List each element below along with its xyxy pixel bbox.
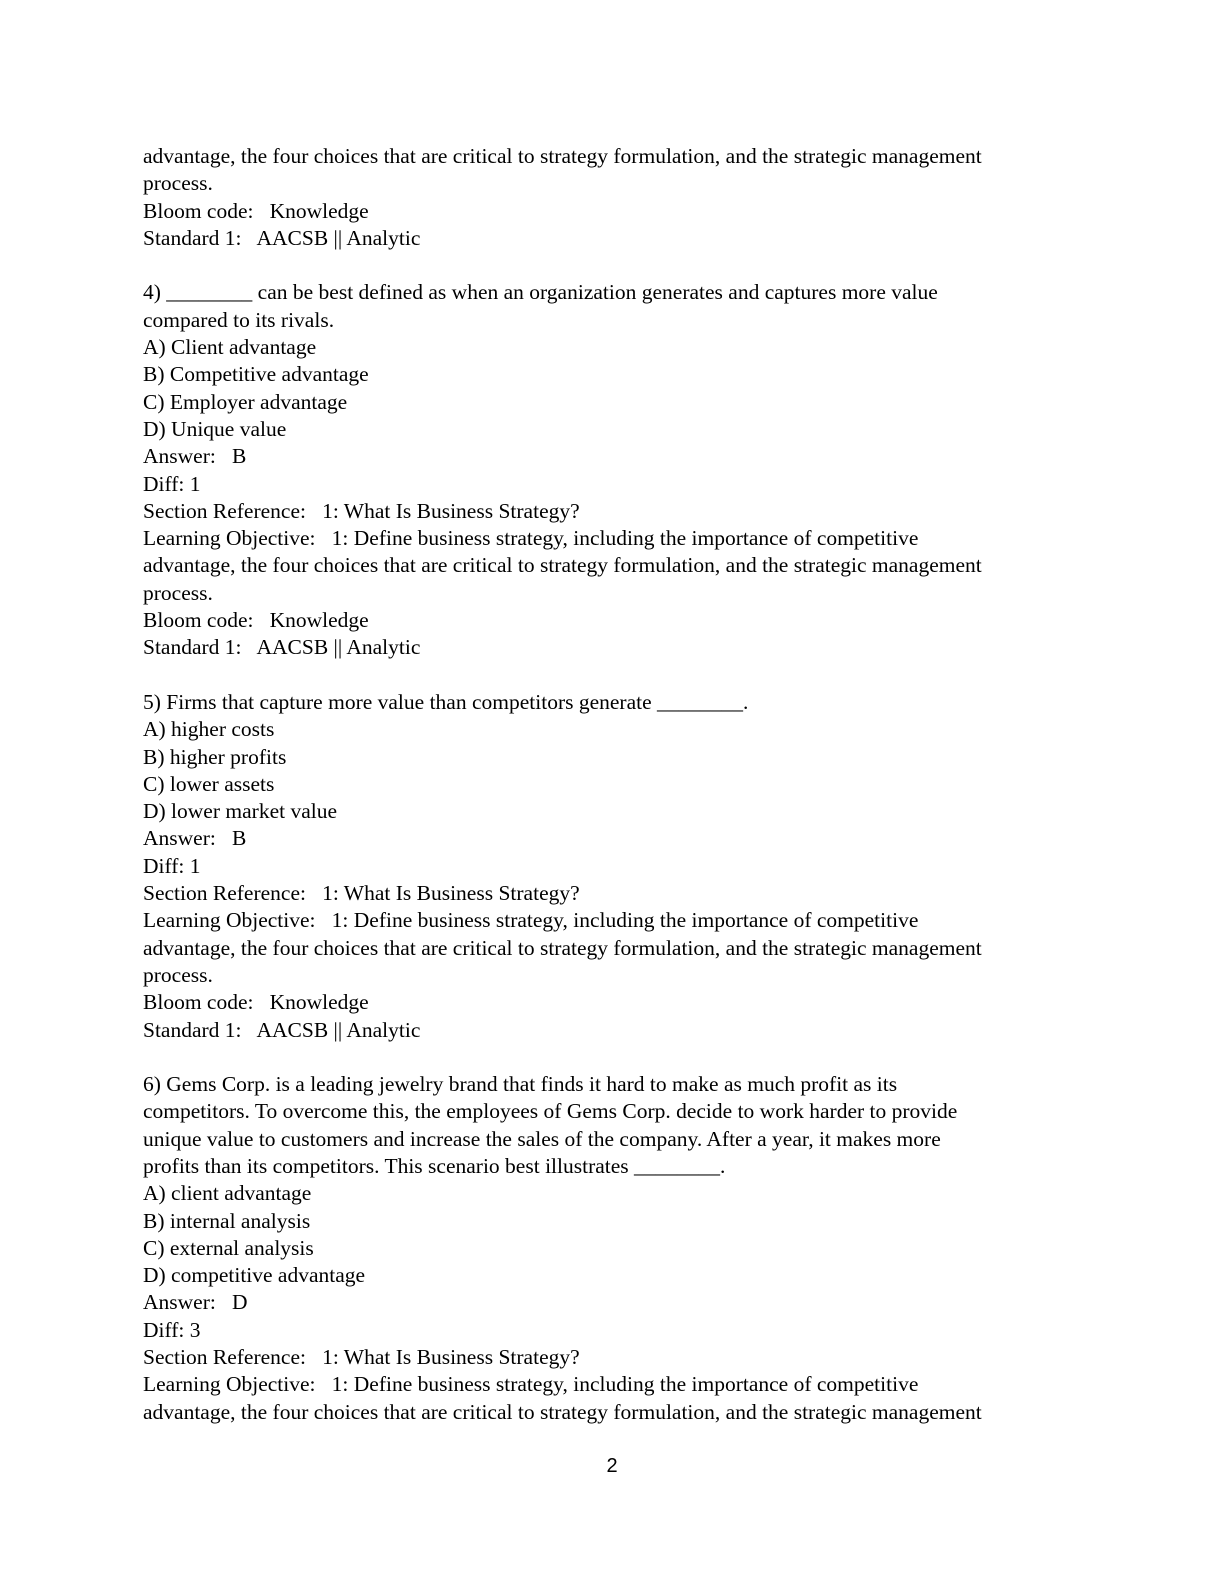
question-stem: 5) Firms that capture more value than competitors generate ________. [143, 689, 749, 714]
learning-objective: Learning Objective: 1: Define business strategy, including the importance of competitive [143, 526, 919, 551]
page-number: 2 [606, 1455, 618, 1477]
page-body [143, 143, 1083, 1426]
answer-option: D) lower market value [143, 799, 338, 824]
learning-objective: advantage, the four choices that are critical to strategy formulation, and the strategic management [143, 553, 982, 578]
section-reference: Section Reference: 1: What Is Business Strategy? [143, 498, 580, 523]
answer-option: A) Client advantage [143, 335, 317, 360]
learning-objective: Learning Objective: 1: Define business strategy, including the importance of competitive [143, 908, 919, 933]
question-5 [143, 689, 1083, 1044]
answer-option: C) Employer advantage [143, 389, 348, 414]
standard: Standard 1: AACSB || Analytic [143, 635, 421, 660]
learning-objective: process. [143, 580, 213, 605]
answer-option: A) client advantage [143, 1181, 312, 1206]
difficulty: Diff: 3 [143, 1317, 201, 1342]
answer-option: B) Competitive advantage [143, 362, 369, 387]
answer-key: Answer: B [143, 444, 247, 469]
question-stem: 4) ________ can be best defined as when an organization generates and captures more value [143, 280, 938, 305]
answer-option: D) competitive advantage [143, 1263, 366, 1288]
section-reference: Section Reference: 1: What Is Business Strategy? [143, 1345, 580, 1370]
bloom-code: Bloom code: Knowledge [143, 608, 369, 633]
question-stem: competitors. To overcome this, the employees of Gems Corp. decide to work harder to provide [143, 1099, 958, 1124]
question-stem: unique value to customers and increase the sales of the company. After a year, it makes more [143, 1126, 941, 1151]
text-line: process. [143, 171, 213, 196]
learning-objective: advantage, the four choices that are critical to strategy formulation, and the strategic management [143, 1399, 982, 1424]
learning-objective: process. [143, 962, 213, 987]
answer-option: B) higher profits [143, 744, 287, 769]
standard: Standard 1: AACSB || Analytic [143, 1017, 421, 1042]
difficulty: Diff: 1 [143, 853, 201, 878]
question-4 [143, 279, 1083, 661]
question-stem: 6) Gems Corp. is a leading jewelry brand that finds it hard to make as much profit as its [143, 1072, 898, 1097]
answer-option: B) internal analysis [143, 1208, 311, 1233]
text-line: advantage, the four choices that are critical to strategy formulation, and the strategic management [143, 144, 982, 168]
answer-option: C) external analysis [143, 1235, 314, 1260]
learning-objective: Learning Objective: 1: Define business strategy, including the importance of competitive [143, 1372, 919, 1397]
answer-key: Answer: D [143, 1290, 248, 1315]
answer-option: C) lower assets [143, 771, 275, 796]
answer-key: Answer: B [143, 826, 247, 851]
question-6 [143, 1071, 1083, 1426]
question-stem: profits than its competitors. This scenario best illustrates ________. [143, 1153, 726, 1178]
section-reference: Section Reference: 1: What Is Business Strategy? [143, 881, 580, 906]
continuation-block [143, 143, 1083, 252]
text-line: Standard 1: AACSB || Analytic [143, 225, 421, 250]
text-line: Bloom code: Knowledge [143, 198, 369, 223]
learning-objective: advantage, the four choices that are critical to strategy formulation, and the strategic management [143, 935, 982, 960]
question-stem: compared to its rivals. [143, 307, 335, 332]
answer-option: A) higher costs [143, 717, 275, 742]
difficulty: Diff: 1 [143, 471, 201, 496]
answer-option: D) Unique value [143, 416, 287, 441]
bloom-code: Bloom code: Knowledge [143, 990, 369, 1015]
